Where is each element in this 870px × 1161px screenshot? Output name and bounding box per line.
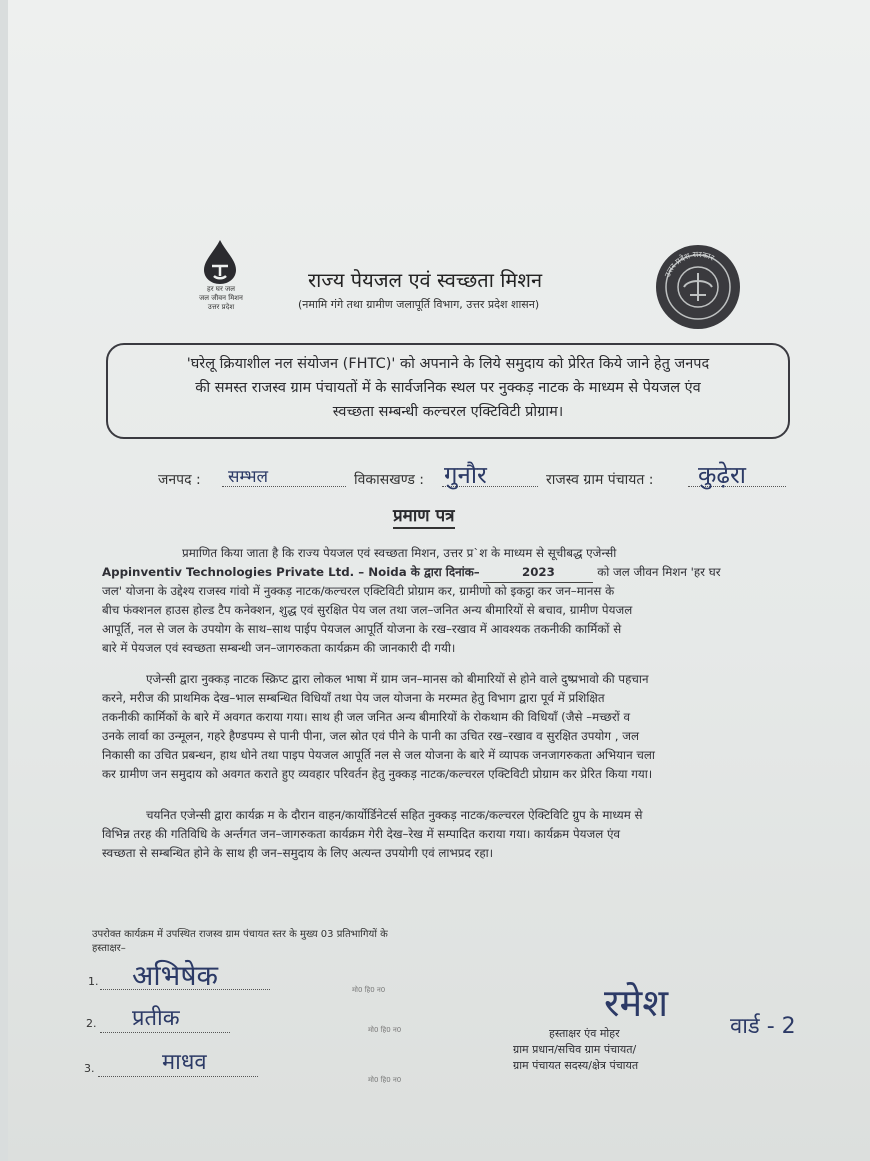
participant-1-signature: अभिषेक — [132, 959, 219, 992]
stamp-line-1: हस्ताक्षर एंव मोहर — [549, 1027, 620, 1040]
janpad-label: जनपद : — [158, 472, 201, 488]
mission-subtitle: (नमामि गंगे तथा ग्रामीण जलापूर्ति विभाग, उत्तर प्रदेश शासन) — [298, 298, 540, 311]
participants-intro — [92, 928, 512, 956]
p2-line-3: तकनीकी कार्मिकों के बारे में अवगत कराया गया। साथ ही जल जनित अन्य बीमारियों के रोकथाम की विधियाँ (जैसे –मच्छरों व — [102, 710, 631, 724]
program-line-1: 'घरेलू क्रियाशील नल संयोजन (FHTC)' को अपनाने के लिये समुदाय को प्रेरित किये जाने हेतु जनपद — [186, 356, 710, 372]
p1-line-4: बीच फंक्शनल हाउस होल्ड टैप कनेक्शन, शुद्ध एवं सुरक्षित पेय जल तथा जल–जनित अन्य बीमारियों से बचाव, ग्रामीण पेयजल — [102, 603, 633, 617]
p1-line-2 — [102, 563, 802, 583]
document-sheet — [8, 0, 870, 1161]
participants-intro-line-1: उपरोक्त कार्यक्रम में उपस्थित राजस्व ग्राम पंचायत स्तर के मुख्य 03 प्रतिभागियों के — [92, 929, 388, 940]
water-drop-icon — [200, 240, 240, 284]
p1-year: 2023 — [483, 563, 593, 583]
seal-text: उत्तर प्रदेश सरकार — [662, 249, 716, 279]
participant-3-mobile: मो0 हि0 न0 — [368, 1076, 402, 1084]
up-government-seal-icon — [654, 243, 742, 331]
stamp-line-3: ग्राम पंचायत सदस्य/क्षेत्र पंचायत — [513, 1059, 639, 1072]
vikaskhand-value: गुनौर — [444, 461, 487, 489]
jal-jeevan-mission-logo — [186, 240, 256, 320]
p2-line-1: एजेन्सी द्वारा नुक्कड़ नाटक स्क्रिप्ट द्वारा लोकल भाषा में ग्राम जन–मानस को बीमारियों से होने वाले दुष्प्रभावो की पहचान — [146, 672, 649, 686]
ward-number: वार्ड - 2 — [730, 1014, 796, 1039]
participant-3-signature: माधव — [162, 1050, 207, 1075]
p1-line-2-tail: को जल जीवन मिशन 'हर घर — [597, 565, 721, 579]
location-fields — [158, 461, 808, 496]
p1-line-2-agency: Appinventiv Technologies Private Ltd. – Noida के द्वारा दिनांक– — [102, 565, 480, 579]
program-line-3: स्वच्छता सम्बन्धी कल्चरल एक्टिविटी प्रोग्राम। — [332, 404, 564, 420]
gram-panchayat-label: राजस्व ग्राम पंचायत : — [546, 472, 654, 488]
p1-line-3: जल' योजना के उद्देश्य राजस्व गांवो में नुक्कड़ नाटक/कल्चरल एक्टिविटी प्रोग्राम कर, ग्रामीणो को इकट्ठा कर जन–मानस के — [102, 584, 615, 598]
certificate-title: प्रमाण पत्र — [393, 503, 455, 529]
p1-line-5: आपूर्ति, नल से जल के उपयोग के साथ–साथ पाईप पेयजल आपूर्ति योजना के रख–रखाव में आवश्यक तकनीकी कार्मिकों से — [102, 622, 622, 636]
p1-line-1: प्रमाणित किया जाता है कि राज्य पेयजल एवं स्वच्छता मिशन, उत्तर प्र`श के माध्यम से सूचीबद्ध एजेन्सी — [182, 546, 617, 560]
janpad-value: सम्भल — [228, 467, 269, 487]
signature-stamp-block — [513, 1026, 713, 1074]
participants-intro-line-2: हस्ताक्षर– — [92, 943, 126, 954]
participant-2-mobile: मो0 हि0 न0 — [368, 1026, 402, 1034]
pradhan-signature: रमेश — [604, 981, 669, 1025]
participant-1-mobile: मो0 हि0 न0 — [352, 986, 386, 994]
gram-panchayat-value: कुढ़ेरा — [698, 461, 746, 489]
mission-title: राज्य पेयजल एवं स्वच्छता मिशन — [308, 268, 543, 292]
program-description — [120, 352, 776, 424]
logo-text-3: उत्तर प्रदेश — [207, 303, 235, 311]
participant-1-number: 1. — [88, 975, 99, 988]
p1-line-6: बारे में पेयजल एवं स्वच्छता सम्बन्धी जन–जागरुकता कार्यक्रम की जानकारी दी गयी। — [102, 641, 456, 655]
participant-2-number: 2. — [86, 1017, 97, 1030]
stamp-line-2: ग्राम प्रधान/सचिव ग्राम पंचायत/ — [513, 1043, 637, 1056]
p3-line-3: स्वच्छता से सम्बन्धित होने के साथ ही जन–समुदाय के लिए अत्यन्त उपयोगी एवं लाभप्रद रहा। — [102, 846, 494, 860]
p2-line-2: करने, मरीज की प्राथमिक देख–भाल सम्बन्धित विधियाँ तथा पेय जल योजना के मरम्मत हेतु विभाग द्वारा पूर्व में प्रशिक्षित — [102, 691, 605, 705]
vikaskhand-label: विकासखण्ड : — [354, 472, 425, 488]
p2-line-4: उनके लार्वा का उन्मूलन, गहरे हैण्डपम्प से पानी पीना, जल स्रोत एवं पीने के पानी का उचित रख–रखाव व सुरक्षित उपयोग , जल — [102, 729, 639, 743]
logo-text-1: हर घर जल — [207, 285, 235, 293]
participant-2-signature: प्रतीक — [132, 1006, 180, 1031]
p2-line-6: कर ग्रामीण जन समुदाय को अवगत कराते हुए व्यवहार परिवर्तन हेतु नुक्कड़ नाटक/कल्चरल एक्टिविटी प्रोग्राम कर प्रेरित किया गया। — [102, 767, 653, 781]
p3-line-1: चयनित एजेन्सी द्वारा कार्यक्र म के दौरान वाहन/कार्योर्डिनेटर्स सहित नुक्कड़ नाटक/कल्चरल ऐक्टिविटि ग्रुप के माध्यम से — [146, 808, 643, 822]
p3-line-2: विभिन्न तरह की गतिविधि के अर्न्तगत जन–जागरुकता कार्यक्रम गेरी देख–रेख में सम्पादित कराया गया। कार्यक्रम पेयजल एंव — [102, 827, 621, 841]
program-line-2: की समस्त राजस्व ग्राम पंचायतों में के सार्वजनिक स्थल पर नुक्कड़ नाटक के माध्यम से पेयजल एंव — [195, 380, 701, 396]
p2-line-5: निकासी का उचित प्रबन्धन, हाथ धोने तथा पाइप पेयजल आपूर्ति नल से जल योजना के बारे में व्यापक जनजागरुकता अभियान चला — [102, 748, 655, 762]
participant-3-number: 3. — [84, 1062, 95, 1075]
logo-text-2: जल जीवन मिशन — [199, 294, 243, 302]
